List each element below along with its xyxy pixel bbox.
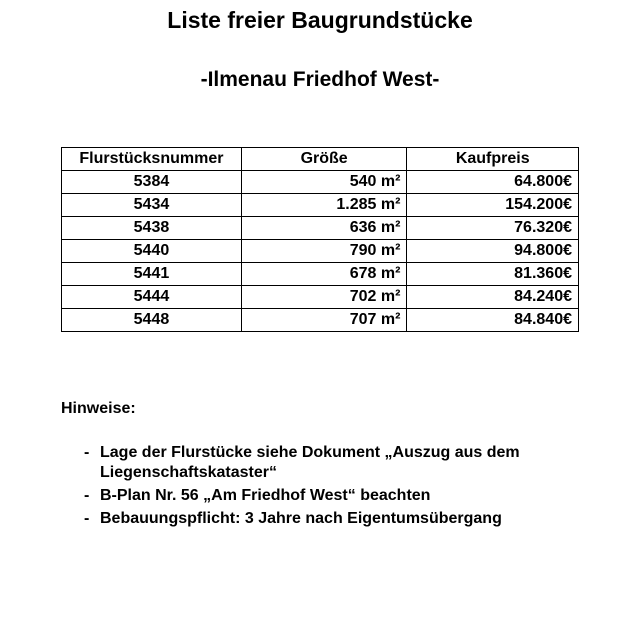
table-row: [62, 286, 579, 309]
note-text: B-Plan Nr. 56 „Am Friedhof West“ beachten: [100, 487, 431, 504]
table-row: [62, 194, 579, 217]
table-row: [62, 263, 579, 286]
plot-size-cell: 702 m²: [241, 286, 407, 309]
plot-number-cell: 5444: [62, 286, 242, 309]
plot-number-cell: 5438: [62, 217, 242, 240]
table-row: [62, 309, 579, 332]
plot-size-cell: 1.285 m²: [241, 194, 407, 217]
plot-number-cell: 5441: [62, 263, 242, 286]
document-title: Liste freier Baugrundstücke: [167, 7, 473, 33]
list-bullet: -: [84, 510, 90, 527]
plot-price-cell: 84.240€: [407, 286, 579, 309]
plot-size-cell: 707 m²: [241, 309, 407, 332]
plot-price-cell: 81.360€: [407, 263, 579, 286]
note-text: Lage der Flurstücke siehe Dokument „Auszug aus dem Liegenschaftskataster“: [100, 444, 520, 481]
list-item: [84, 486, 604, 506]
column-header-price: Kaufpreis: [407, 148, 579, 171]
column-header-number: Flurstücksnummer: [62, 148, 242, 171]
note-text: Bebauungspflicht: 3 Jahre nach Eigentumsübergang: [100, 510, 502, 527]
plot-size-cell: 790 m²: [241, 240, 407, 263]
document-subtitle: -Ilmenau Friedhof West-: [200, 68, 440, 91]
table-row: [62, 171, 579, 194]
plot-number-cell: 5440: [62, 240, 242, 263]
notes-heading: Hinweise:: [61, 400, 136, 417]
plot-price-cell: 94.800€: [407, 240, 579, 263]
table-row: [62, 240, 579, 263]
plot-price-cell: 76.320€: [407, 217, 579, 240]
plot-size-cell: 678 m²: [241, 263, 407, 286]
table-row: [62, 217, 579, 240]
list-item: [84, 509, 604, 529]
plot-price-cell: 84.840€: [407, 309, 579, 332]
plot-number-cell: 5448: [62, 309, 242, 332]
plot-number-cell: 5434: [62, 194, 242, 217]
list-bullet: -: [84, 487, 90, 504]
plot-price-cell: 64.800€: [407, 171, 579, 194]
notes-list: [84, 443, 604, 532]
plot-number-cell: 5384: [62, 171, 242, 194]
plot-size-cell: 540 m²: [241, 171, 407, 194]
plot-price-cell: 154.200€: [407, 194, 579, 217]
table-header-row: [62, 148, 579, 171]
plot-size-cell: 636 m²: [241, 217, 407, 240]
list-bullet: -: [84, 444, 90, 461]
plots-table: [61, 147, 579, 332]
list-item: [84, 443, 604, 483]
column-header-size: Größe: [241, 148, 407, 171]
